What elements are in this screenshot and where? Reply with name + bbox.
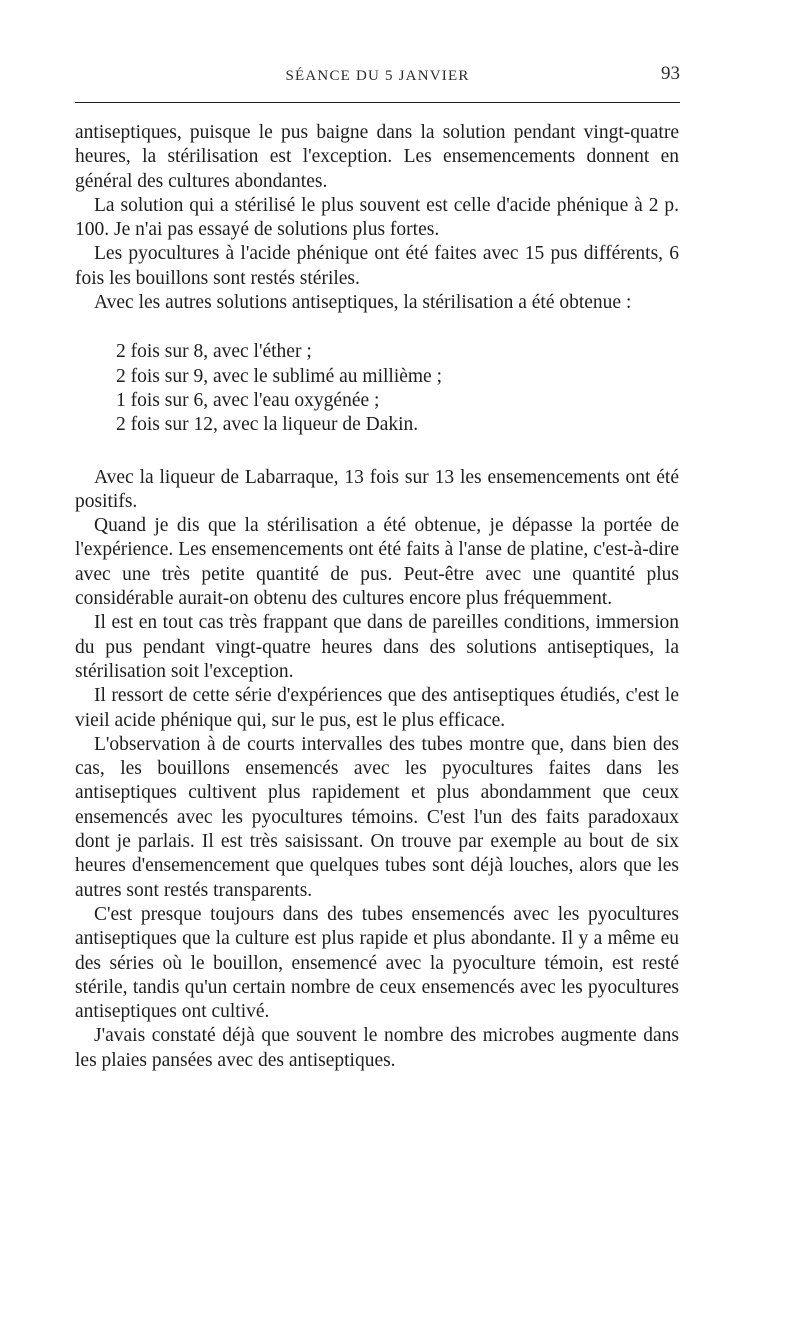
paragraph: Quand je dis que la stérilisation a été obtenue, je dépasse la portée de l'expérience. Les ensemencements ont été faits à l'anse de platine, c'est-à-dire avec une très petite quantité de pus. Peut-être avec une quantité plus considérable aurait-on obtenu des cultures encore plus fréquemment. bbox=[75, 515, 679, 610]
list-item: 2 fois sur 9, avec le sublimé au millième ; bbox=[116, 365, 443, 387]
results-list bbox=[75, 340, 679, 437]
page-number: 93 bbox=[661, 63, 680, 84]
running-title: SÉANCE DU 5 JANVIER bbox=[285, 68, 470, 84]
header-divider bbox=[75, 102, 680, 103]
running-header bbox=[75, 62, 680, 92]
list-item: 2 fois sur 12, avec la liqueur de Dakin. bbox=[116, 414, 419, 436]
list-item: 2 fois sur 8, avec l'éther ; bbox=[116, 341, 312, 363]
paragraph-continued: antiseptiques, puisque le pus baigne dans la solution pendant vingt-quatre heures, la stérilisation est l'exception. Les ensemencements donnent en général des cultures abondantes. bbox=[75, 122, 679, 192]
paragraph: Avec la liqueur de Labarraque, 13 fois sur 13 les ensemencements ont été positifs. bbox=[75, 466, 679, 512]
paragraph: C'est presque toujours dans des tubes ensemencés avec les pyocultures antiseptiques que la culture est plus rapide et plus abondante. Il y a même eu des séries où le bouillon, ensemencé avec la pyoculture témoin, est resté stérile, tandis qu'un certain nombre de ceux ensemencés avec les pyocultures antiseptiques ont cultivé. bbox=[75, 903, 679, 1023]
paragraph: Il est en tout cas très frappant que dans de pareilles conditions, immersion du pus pendant vingt-quatre heures dans des solutions antiseptiques, la stérilisation soit l'exception. bbox=[75, 612, 679, 682]
paragraph: J'avais constaté déjà que souvent le nombre des microbes augmente dans les plaies pansées avec des antiseptiques. bbox=[75, 1025, 679, 1071]
paragraph: Avec les autres solutions antiseptiques, la stérilisation a été obtenue : bbox=[94, 292, 632, 314]
paragraph: L'observation à de courts intervalles des tubes montre que, dans bien des cas, les bouillons ensemencés avec les pyocultures faites dans les antiseptiques cultivent plus rapidement et plus abondamment que ceux ensemencés avec les pyocultures témoins. C'est l'un des faits paradoxaux dont je parlais. Il est très saisissant. On trouve par exemple au bout de six heures d'ensemencement que quelques tubes sont déjà louches, alors que les autres sont restés transparents. bbox=[75, 733, 679, 901]
body-text bbox=[75, 121, 679, 1073]
list-item: 1 fois sur 6, avec l'eau oxygénée ; bbox=[116, 389, 380, 411]
paragraph: Les pyocultures à l'acide phénique ont été faites avec 15 pus différents, 6 fois les bouillons sont restés stériles. bbox=[75, 243, 679, 289]
paragraph: La solution qui a stérilisé le plus souvent est celle d'acide phénique à 2 p. 100. Je n'ai pas essayé de solutions plus fortes. bbox=[75, 194, 679, 241]
paragraph: Il ressort de cette série d'expériences que des antiseptiques étudiés, c'est le vieil acide phénique qui, sur le pus, est le plus efficace. bbox=[75, 685, 679, 731]
